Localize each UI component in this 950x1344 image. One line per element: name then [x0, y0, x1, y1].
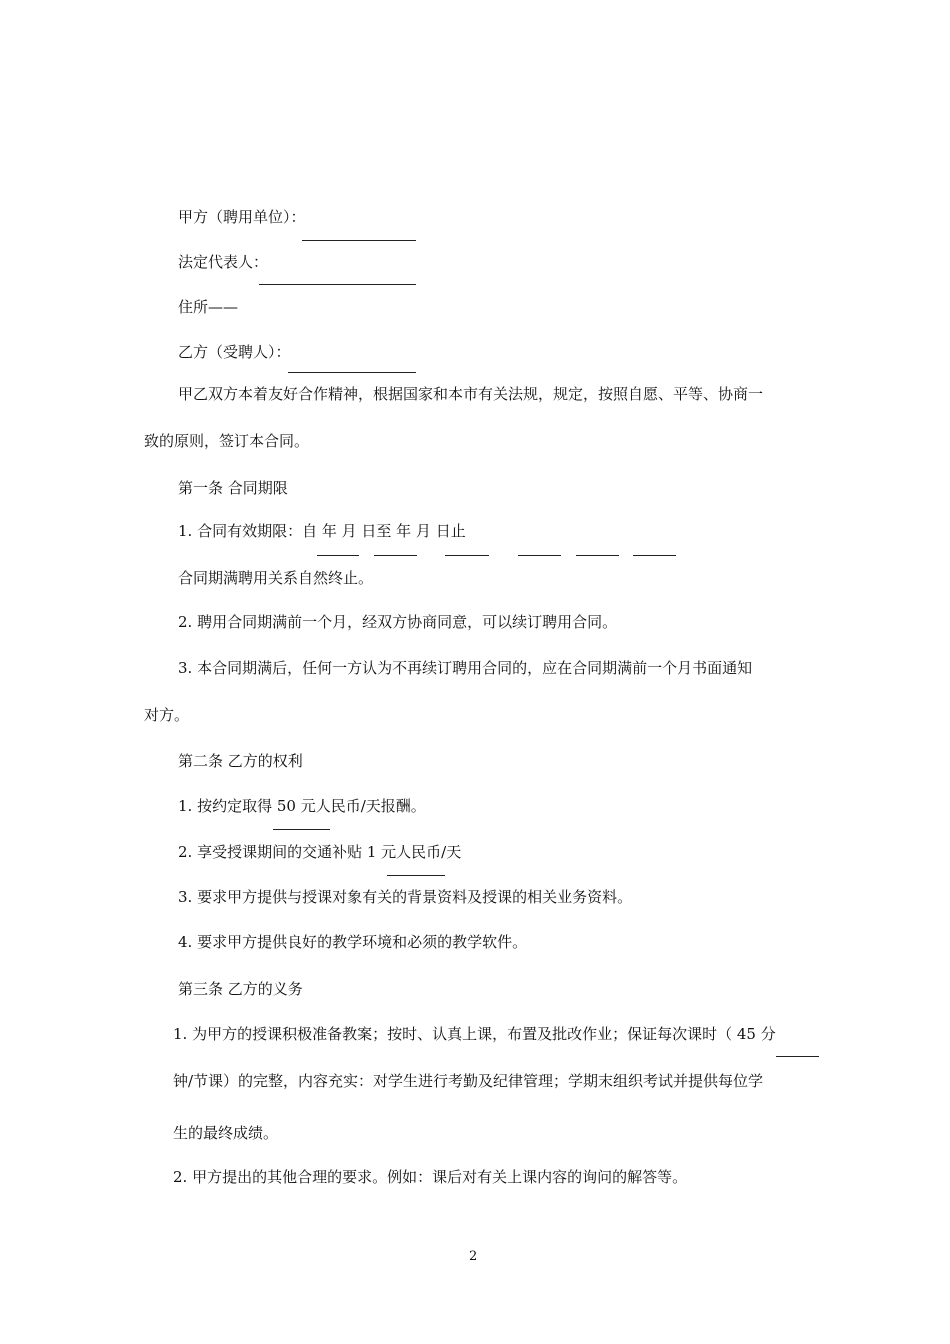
article-1-item-2: 2. 聘用合同期满前一个月，经双方协商同意，可以续订聘用合同。: [178, 613, 618, 631]
article-2-heading: 第二条 乙方的权利: [178, 752, 303, 770]
article-1-item-3-cont: 对方。: [144, 706, 190, 724]
article-1-item-1-cont: 合同期满聘用关系自然终止。: [178, 569, 374, 587]
article-1-item-3: 3. 本合同期满后，任何一方认为不再续订聘用合同的，应在合同期满前一个月书面通知: [178, 659, 753, 677]
legal-representative-blank: [259, 284, 416, 285]
party-b-label: 乙方（受聘人）：: [178, 343, 291, 361]
preamble-line-1: 甲乙双方本着友好合作精神，根据国家和本市有关法规，规定，按照自愿、平等、协商一: [178, 385, 764, 403]
address-label: 住所——: [178, 298, 239, 316]
pay-blank: [273, 829, 330, 830]
article-1-item-1: 1. 合同有效期限：自 年 月 日至 年 月 日止: [178, 522, 466, 540]
article-2-item-1: 1. 按约定取得 50 元人民币/天报酬。: [178, 797, 426, 815]
legal-representative-label: 法定代表人：: [178, 253, 269, 271]
party-a-blank: [302, 240, 416, 241]
date-blank: [576, 555, 619, 556]
allowance-blank: [387, 875, 445, 876]
date-blank: [445, 555, 489, 556]
article-2-item-3: 3. 要求甲方提供与授课对象有关的背景资料及授课的相关业务资料。: [178, 888, 633, 906]
article-1-heading: 第一条 合同期限: [178, 479, 288, 497]
date-blank: [518, 555, 561, 556]
article-2-item-4: 4. 要求甲方提供良好的教学环境和必须的教学软件。: [178, 933, 528, 951]
article-3-item-1: 1. 为甲方的授课积极准备教案；按时、认真上课，布置及批改作业；保证每次课时（ 45 分: [173, 1025, 776, 1043]
date-blank: [317, 555, 359, 556]
article-3-item-2: 2. 甲方提出的其他合理的要求。例如：课后对有关上课内容的询问的解答等。: [173, 1168, 688, 1186]
article-3-heading: 第三条 乙方的义务: [178, 980, 303, 998]
date-blank: [374, 555, 417, 556]
article-3-item-1-cont: 钟/节课）的完整，内容充实：对学生进行考勤及纪律管理；学期末组织考试并提供每位学: [173, 1072, 764, 1090]
class-minutes-blank: [776, 1056, 819, 1057]
party-a-label: 甲方（聘用单位）：: [178, 208, 306, 226]
party-b-blank: [288, 372, 416, 373]
article-2-item-2: 2. 享受授课期间的交通补贴 1 元人民币/天: [178, 843, 462, 861]
preamble-line-2: 致的原则，签订本合同。: [144, 432, 310, 450]
article-3-item-1-end: 生的最终成绩。: [173, 1124, 279, 1142]
page-number: 2: [469, 1249, 478, 1264]
date-blank: [633, 555, 676, 556]
